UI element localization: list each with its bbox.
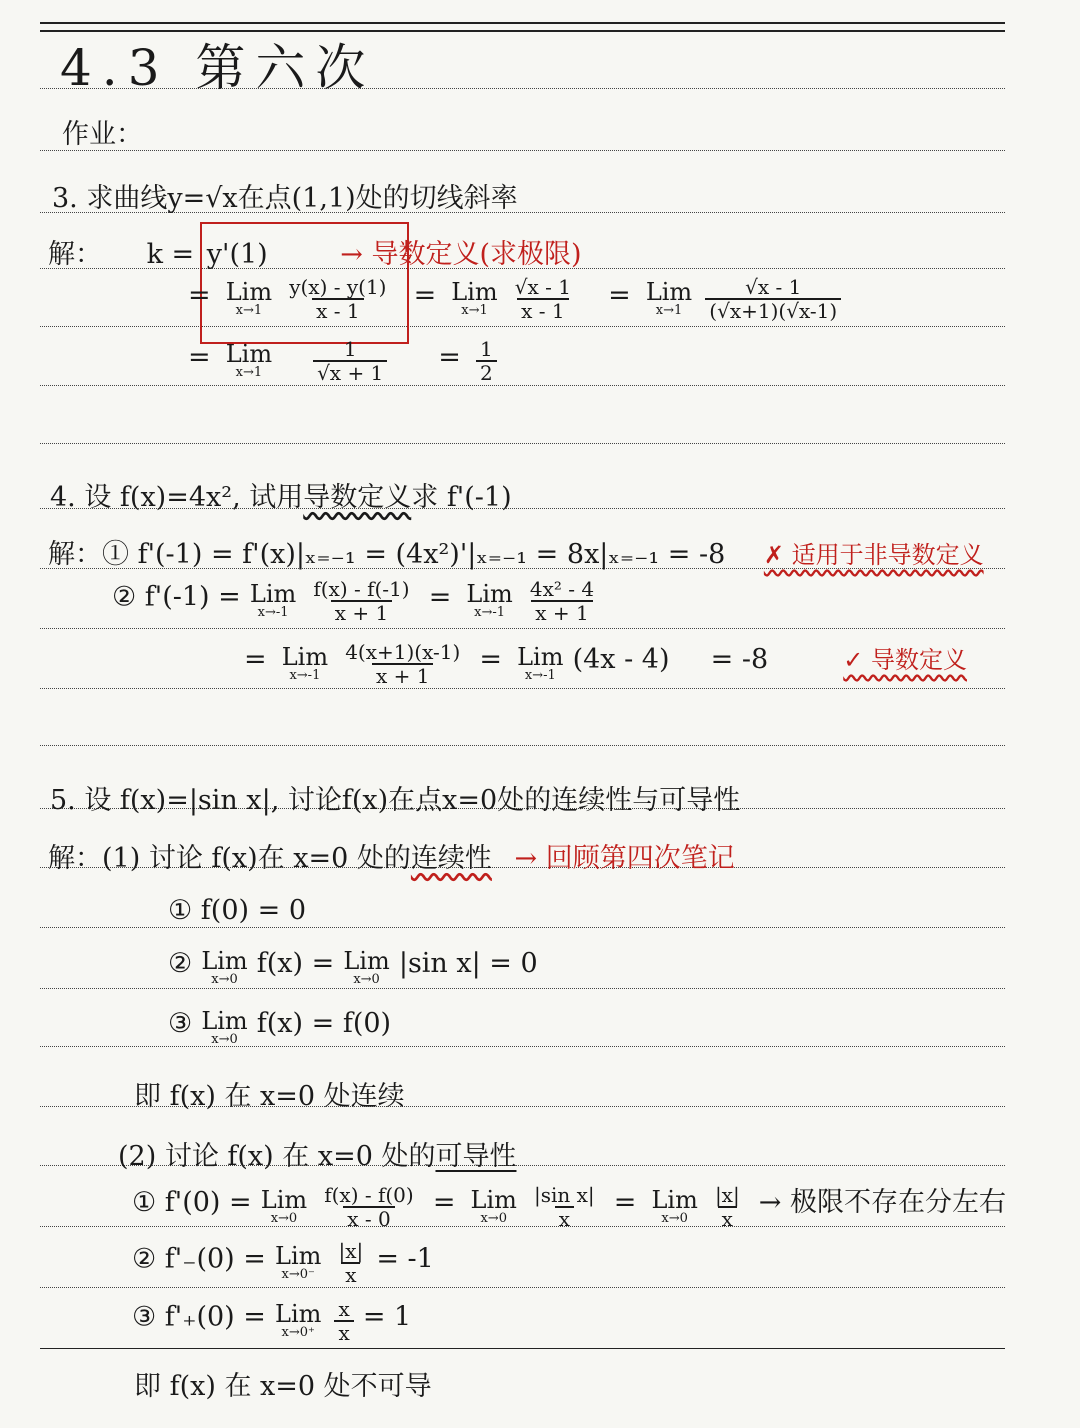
ruled-line <box>40 443 1005 444</box>
p5-part2-text: (2) 讨论 f(x) 在 x=0 处的 <box>118 1141 436 1172</box>
denominator: 2 <box>476 360 497 384</box>
lim-text: Lim <box>451 278 498 306</box>
p5-deriv-2 <box>132 1240 434 1286</box>
limit <box>651 1185 698 1226</box>
p5-part1-text: 解：(1) 讨论 f(x)在 x=0 处的 <box>48 843 411 874</box>
lim-sub: x→1 <box>461 303 488 318</box>
denominator: x <box>334 1320 353 1344</box>
limit <box>260 1185 308 1226</box>
lim-sub: x→-1 <box>524 667 556 683</box>
p5-part1-header <box>48 836 735 875</box>
denominator: x <box>718 1206 737 1230</box>
fraction <box>526 578 598 624</box>
fraction <box>285 276 390 322</box>
p5-cont-1: ① f(0) = 0 <box>168 895 306 926</box>
p5-cont-3 <box>168 1008 391 1047</box>
item-number: ② <box>168 948 193 979</box>
solution-label: 解： <box>48 239 102 270</box>
numerator: f(x) - f(0) <box>324 1182 414 1207</box>
ruled-line <box>40 150 1005 151</box>
p4-method1-note: ✗ 适用于非导数定义 <box>763 541 984 569</box>
equals: = <box>438 341 461 373</box>
numerator: √x - 1 <box>745 275 802 299</box>
p5-conclusion-2: 即 f(x) 在 x=0 处不可导 <box>134 1371 432 1402</box>
numerator: f(x) - f(-1) <box>313 577 410 601</box>
equals: = <box>432 1187 456 1218</box>
p4-method2-label: ② f'(-1) = <box>112 581 241 613</box>
limit <box>466 582 512 620</box>
solution-label: 解： <box>48 539 102 570</box>
limit <box>646 280 692 318</box>
numerator: |sin x| <box>534 1182 595 1207</box>
limit <box>226 280 272 318</box>
limit <box>470 1185 517 1226</box>
limit <box>517 642 564 683</box>
k-equals: k = <box>146 239 195 270</box>
arrow-icon: → <box>340 239 363 270</box>
y-prime-1: y'(1) <box>206 239 268 270</box>
numerator: y(x) - y(1) <box>289 275 387 299</box>
p4-result: = -8 <box>710 644 769 675</box>
numerator: 4x² - 4 <box>529 577 595 601</box>
page-title: 4.3 第六次 <box>60 39 376 97</box>
p4-method1-text: ① f'(-1) = f'(x)|ₓ₌₋₁ = (4x²)'|ₓ₌₋₁ = 8x|ₓ₌₋₁ = -8 <box>102 539 726 570</box>
lim-text: Lim <box>275 1242 322 1270</box>
p5-deriv-2-label: ② f'₋(0) = <box>132 1243 266 1275</box>
fraction <box>711 1184 744 1230</box>
ruled-line <box>40 326 1005 327</box>
p5-deriv-3-result: = 1 <box>362 1301 412 1333</box>
denominator: (√x+1)(√x-1) <box>705 298 841 322</box>
numerator: 1 <box>343 337 357 361</box>
limit <box>281 642 329 683</box>
p5-deriv-2-result: = -1 <box>376 1243 434 1275</box>
p4-question-a: 4. 设 f(x)=4x², 试用 <box>50 482 304 513</box>
p3-solution-line2 <box>182 276 845 322</box>
limit <box>226 342 272 380</box>
fraction <box>705 276 841 322</box>
limit <box>343 946 390 987</box>
lim-sub: x→0 <box>211 1031 238 1047</box>
item-number: ③ <box>168 1008 193 1039</box>
equals: = <box>188 341 211 373</box>
denominator: x - 1 <box>312 298 363 322</box>
equals: = <box>428 581 452 613</box>
denominator: x <box>341 1262 360 1286</box>
p5-cont-2 <box>168 948 538 987</box>
p5-part1-keyword: 连续性 <box>410 843 492 874</box>
lim-text: Lim <box>651 1185 698 1214</box>
equals: = <box>608 279 631 311</box>
p5-part2-keyword: 可导性 <box>435 1141 517 1172</box>
lim-sub: x→0 <box>480 1210 507 1226</box>
p5-deriv-3 <box>132 1298 411 1344</box>
limit <box>201 946 248 987</box>
p5-question: 5. 设 f(x)=|sin x|, 讨论f(x)在点x=0处的连续性与可导性 <box>50 785 741 816</box>
ruled-line <box>40 628 1005 629</box>
lim-text: Lim <box>343 946 390 975</box>
homework-label: 作业： <box>62 119 143 150</box>
limit <box>275 1244 321 1282</box>
equals: = <box>188 279 211 311</box>
lim-sub: x→1 <box>235 365 263 380</box>
denominator: x <box>555 1206 574 1230</box>
denominator: x + 1 <box>372 663 433 687</box>
lim-sub: x→0 <box>211 971 238 987</box>
denominator: x + 1 <box>331 600 392 624</box>
lim-text: Lim <box>281 642 329 671</box>
fraction <box>476 338 497 384</box>
lim-text: Lim <box>249 580 297 608</box>
lim-text: Lim <box>201 946 248 975</box>
limit <box>451 280 497 318</box>
p3-question: 3. 求曲线y=√x在点(1,1)处的切线斜率 <box>52 183 518 214</box>
lim-sub: x→-1 <box>474 605 506 620</box>
p5-deriv-1-label: ① f'(0) = <box>132 1187 252 1218</box>
fraction <box>530 1184 599 1230</box>
lim-text: Lim <box>225 340 273 368</box>
ruled-line <box>40 688 1005 689</box>
p5-deriv-1 <box>132 1180 1006 1230</box>
fraction <box>341 641 464 687</box>
ruled-line <box>40 927 1005 928</box>
numerator: 1 <box>480 337 493 361</box>
fraction <box>334 1298 353 1344</box>
ruled-line <box>40 745 1005 746</box>
numerator: √x - 1 <box>514 275 571 299</box>
lim-text: Lim <box>517 642 564 671</box>
denominator: x + 1 <box>531 600 592 624</box>
lim-sub: x→0⁻ <box>281 1267 315 1282</box>
lim-sub: x→0 <box>270 1210 298 1226</box>
fraction <box>285 338 415 384</box>
numerator: x <box>338 1297 350 1321</box>
denominator: x - 0 <box>343 1206 394 1230</box>
limit <box>201 1006 248 1047</box>
lim-text: Lim <box>645 278 693 306</box>
p5-part1-note: → 回顾第四次笔记 <box>514 843 735 874</box>
lim-text: Lim <box>260 1185 308 1214</box>
lim-text: Lim <box>201 1006 248 1035</box>
limit <box>275 1302 321 1340</box>
lim-sub: x→0 <box>661 1210 688 1226</box>
equals: = <box>613 1187 637 1218</box>
lim-text: Lim <box>225 278 273 306</box>
limit <box>250 582 296 620</box>
numerator: 4(x+1)(x-1) <box>345 639 461 664</box>
p5-cont-2-b: |sin x| = 0 <box>398 948 538 979</box>
fraction <box>334 1240 367 1286</box>
p4-question-b: 导数定义 <box>303 482 412 513</box>
bottom-rule <box>40 1348 1005 1349</box>
p4-method2-line2 <box>238 640 967 687</box>
lim-sub: x→1 <box>655 303 683 318</box>
p5-deriv-3-label: ③ f'₊(0) = <box>132 1301 266 1333</box>
ruled-line <box>40 988 1005 989</box>
p5-deriv-1-note: → 极限不存在分左右 <box>758 1187 1007 1218</box>
p4-question-c: 求 f'(-1) <box>411 482 512 513</box>
p4-method1 <box>48 532 984 571</box>
equals: = <box>244 644 267 675</box>
p5-cont-3-a: f(x) = f(0) <box>256 1008 392 1039</box>
equals: = <box>413 279 437 311</box>
p3-solution-line3 <box>182 338 501 384</box>
p4-method2-line1 <box>112 578 602 624</box>
numerator: |x| <box>714 1182 740 1207</box>
equals: = <box>479 644 503 675</box>
lim-sub: x→0⁺ <box>281 1325 315 1340</box>
p5-part2-header <box>118 1134 516 1173</box>
lim-sub: x→-1 <box>289 667 321 683</box>
lim-text: Lim <box>470 1185 517 1214</box>
p5-conclusion-1: 即 f(x) 在 x=0 处连续 <box>134 1081 405 1112</box>
p4-limit-tail: (4x - 4) <box>572 644 670 675</box>
lim-sub: x→-1 <box>257 605 289 620</box>
ruled-line <box>40 1287 1005 1288</box>
ruled-line <box>40 385 1005 386</box>
lim-sub: x→0 <box>353 971 380 987</box>
denominator: x - 1 <box>517 298 568 322</box>
lim-text: Lim <box>275 1300 322 1328</box>
fraction <box>320 1184 418 1230</box>
p4-question <box>50 475 512 514</box>
fraction <box>511 276 575 322</box>
p3-note: 导数定义(求极限) <box>371 239 582 270</box>
denominator: √x + 1 <box>313 360 387 384</box>
top-rule <box>40 22 1005 24</box>
fraction <box>309 578 413 624</box>
lim-sub: x→1 <box>235 303 263 318</box>
lim-text: Lim <box>466 580 513 608</box>
p4-method2-note: ✓ 导数定义 <box>843 646 967 674</box>
numerator: |x| <box>338 1239 364 1263</box>
p5-cont-2-a: f(x) = <box>256 948 335 979</box>
